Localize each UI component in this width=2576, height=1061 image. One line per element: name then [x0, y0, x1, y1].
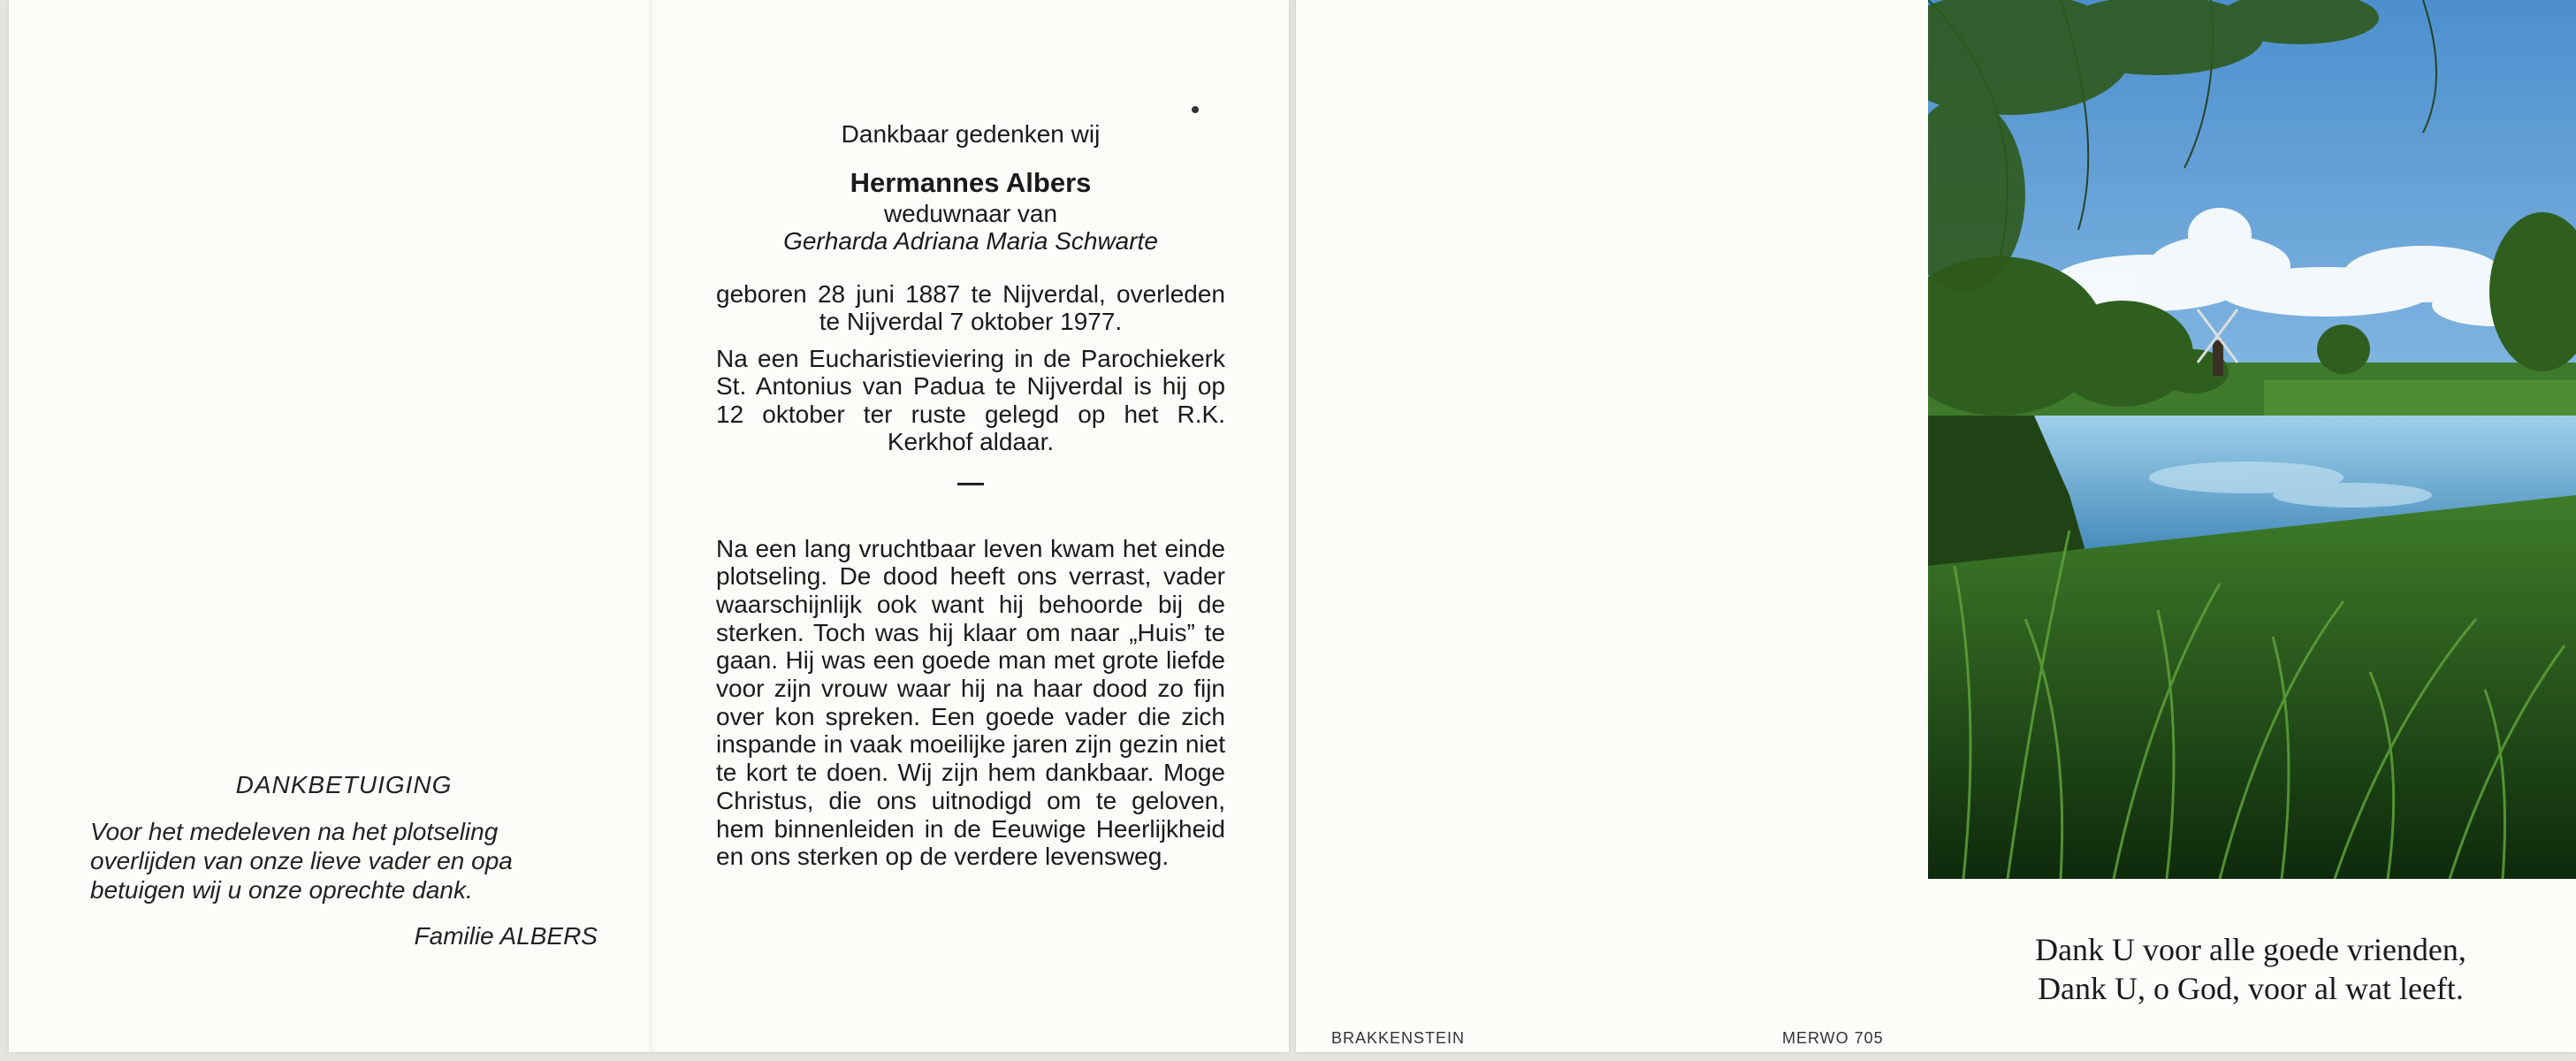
card-outside-spread	[1296, 0, 2576, 1052]
thanks-body	[90, 817, 598, 905]
thanks-line: betuigen wij u onze oprechte dank.	[90, 876, 473, 904]
verse	[1968, 930, 2534, 1008]
thanks-note	[90, 771, 598, 950]
deceased-name: Hermannes Albers	[850, 166, 1092, 198]
card-inside-spread	[9, 0, 1289, 1052]
thanks-signature: Familie ALBERS	[414, 922, 598, 950]
thanks-line: Voor het medeleven na het plotseling	[90, 818, 499, 845]
memorial-intro: Dankbaar gedenken wij	[841, 120, 1101, 148]
separator-dash	[957, 483, 984, 485]
memorial-text	[716, 120, 1225, 871]
thanks-line: overlijden van onze lieve vader en opa	[90, 847, 513, 874]
card-code: MERWO 705	[1782, 1029, 1884, 1047]
relation-line: weduwnaar van	[883, 199, 1058, 227]
fold-line	[649, 0, 658, 1052]
memorial-paragraph: Na een lang vruchtbaar leven kwam het einde plotseling. De dood heeft ons verrast, vader waarschijnlijk ook want hij behoorde bij de sterken. Toch was hij klaar om naar „Huis” te gaan. Hij was een goede man met grote liefde voor zijn vrouw waar hij na haar dood zo fijn over kon spreken. Een goede vader die zich inspande in vaak moeilijke jaren zijn gezin niet te kort te doen. Wij zijn hem dankbaar. Moge Christus, die ons uitnodigd om te geloven, hem binnenleiden in de Eeuwige Heerlijkheid en ons sterken op de verdere levensweg.	[716, 534, 1225, 871]
ink-dot	[1192, 106, 1199, 113]
thanks-title: DANKBETUIGING	[235, 771, 453, 798]
verse-line: Dank U, o God, voor al wat leeft.	[2038, 971, 2464, 1006]
landscape-photo	[1928, 0, 2576, 879]
birth-death-dates: geboren 28 juni 1887 te Nijverdal, overleden te Nijverdal 7 oktober 1977.	[716, 279, 1225, 335]
verse-line: Dank U voor alle goede vrienden,	[2035, 932, 2466, 967]
publisher-imprint: BRAKKENSTEIN	[1331, 1029, 1466, 1047]
funeral-ceremony: Na een Eucharistieviering in de Parochiekerk St. Antonius van Padua te Nijverdal is hij op 12 oktober ter ruste gelegd op het R.K. Kerkhof aldaar.	[716, 344, 1225, 455]
spouse-name: Gerharda Adriana Maria Schwarte	[783, 227, 1158, 255]
